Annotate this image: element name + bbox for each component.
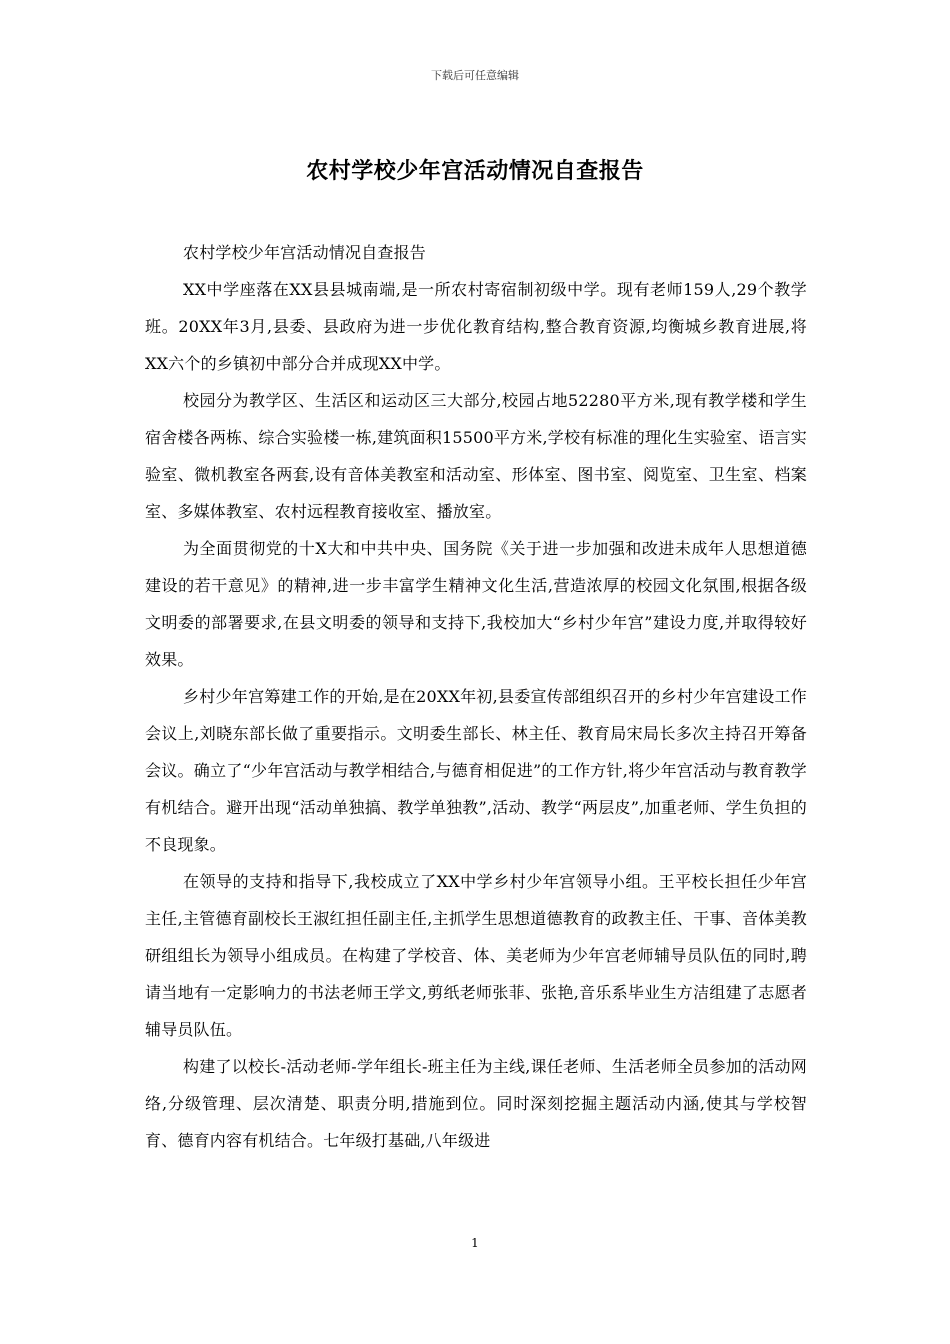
body-paragraph: 校园分为教学区、生活区和运动区三大部分,校园占地52280平方米,现有教学楼和学生宿舍楼各两栋、综合实验楼一栋,建筑面积15500平方米,学校有标准的理化生实验室、语言实验室、微机教室各两套,设有音体美教室和活动室、形体室、图书室、阅览室、卫生室、档案室、多媒体教室、农村远程教育接收室、播放室。 bbox=[145, 391, 807, 521]
body-paragraph: 构建了以校长-活动老师-学年组长-班主任为主线,课任老师、生活老师全员参加的活动网络,分级管理、层次清楚、职责分明,措施到位。同时深刻挖掘主题活动内涵,使其与学校智育、德育内容有机结合。七年级打基础,八年级进 bbox=[145, 1057, 807, 1150]
document-title: 农村学校少年宫活动情况自查报告 bbox=[306, 158, 644, 184]
body-paragraph: 农村学校少年宫活动情况自查报告 bbox=[183, 243, 427, 262]
document-body bbox=[145, 234, 807, 1159]
body-paragraph: 在领导的支持和指导下,我校成立了XX中学乡村少年宫领导小组。王平校长担任少年宫主任,主管德育副校长王淑红担任副主任,主抓学生思想道德教育的政教主任、干事、音体美教研组组长为领导小组成员。在构建了学校音、体、美老师为少年宫老师辅导员队伍的同时,聘请当地有一定影响力的书法老师王学文,剪纸老师张菲、张艳,音乐系毕业生方洁组建了志愿者辅导员队伍。 bbox=[145, 872, 807, 1039]
body-paragraph: 乡村少年宫筹建工作的开始,是在20XX年初,县委宣传部组织召开的乡村少年宫建设工作会议上,刘晓东部长做了重要指示。文明委生部长、林主任、教育局宋局长多次主持召开筹备会议。确立了“少年宫活动与教学相结合,与德育相促进”的工作方针,将少年宫活动与教育教学有机结合。避开出现“活动单独搞、教学单独教”,活动、教学“两层皮”,加重老师、学生负担的不良现象。 bbox=[145, 687, 807, 854]
body-paragraph: 为全面贯彻党的十X大和中共中央、国务院《关于进一步加强和改进未成年人思想道德建设的若干意见》的精神,进一步丰富学生精神文化生活,营造浓厚的校园文化氛围,根据各级文明委的部署要求,在县文明委的领导和支持下,我校加大“乡村少年宫”建设力度,并取得较好效果。 bbox=[145, 539, 807, 669]
header-note: 下载后可任意编辑 bbox=[431, 69, 519, 82]
body-paragraph: XX中学座落在XX县县城南端,是一所农村寄宿制初级中学。现有老师159人,29个教学班。20XX年3月,县委、县政府为进一步优化教育结构,整合教育资源,均衡城乡教育进展,将XX六个的乡镇初中部分合并成现XX中学。 bbox=[145, 280, 807, 373]
page-number: 1 bbox=[471, 1236, 479, 1250]
